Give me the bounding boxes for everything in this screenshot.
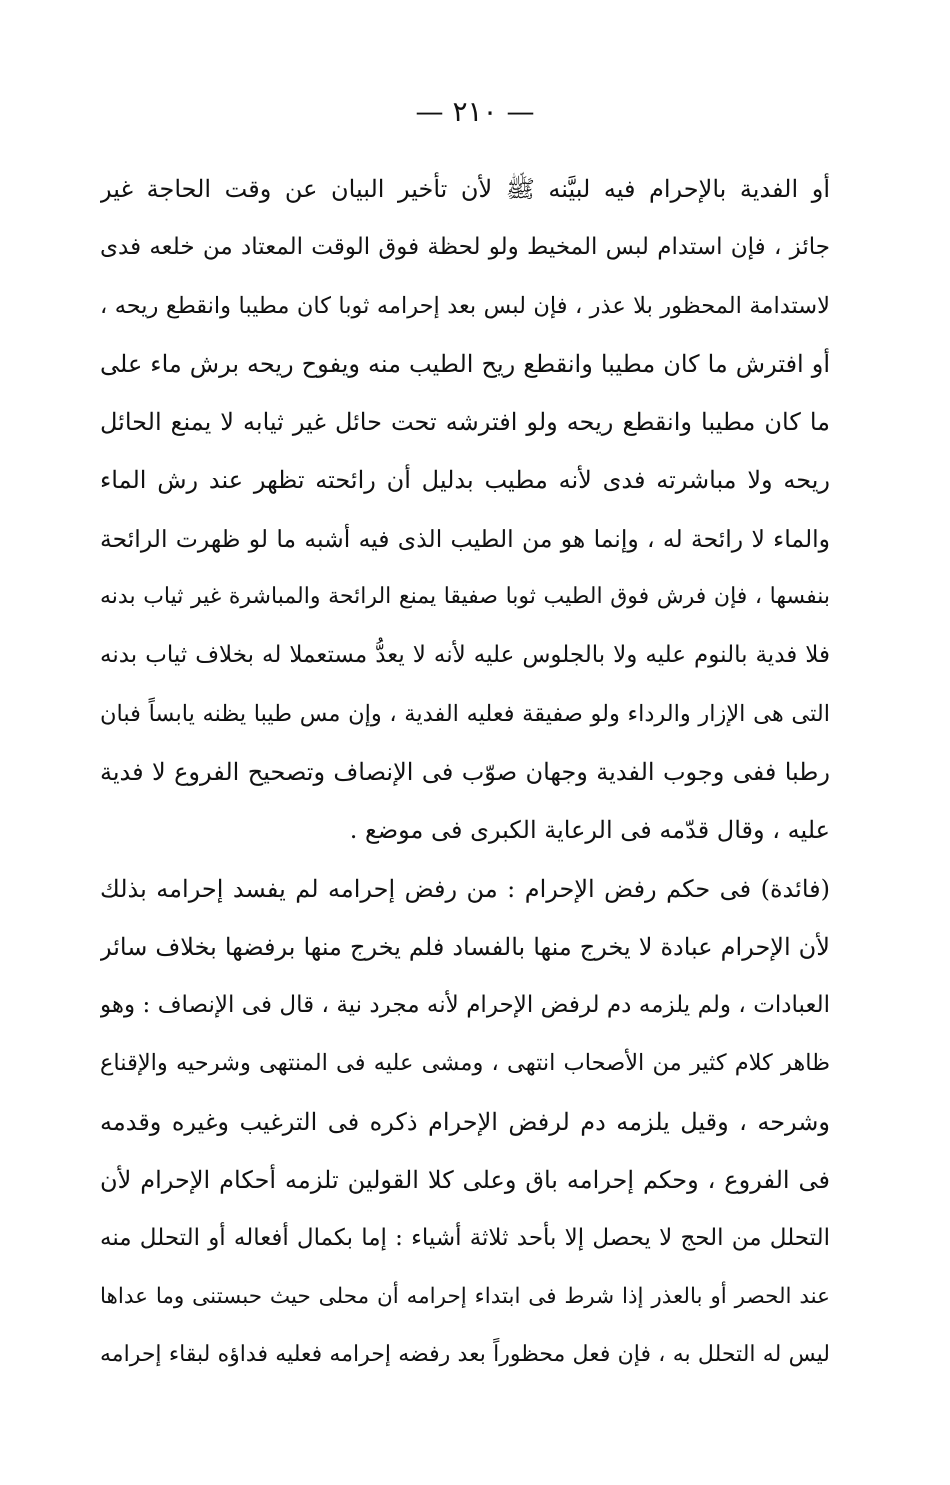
text-line: ليس له التحلل به ، فإن فعل محظوراً بعد رفضه إحرامه فعليه فداؤه لبقاء إحرامه (100, 1341, 830, 1367)
text-line: أو افترش ما كان مطيبا وانقطع ريح الطيب منه ويفوح ريحه برش ماء على (100, 349, 830, 378)
text-line: ظاهر كلام كثير من الأصحاب انتهى ، ومشى عليه فى المنتهى وشرحيه والإقناع (100, 1050, 830, 1077)
text-line: العبادات ، ولم يلزمه دم لرفض الإحرام لأنه مجرد نية ، قال فى الإنصاف : وهو (100, 992, 830, 1019)
section-heading-line: (فائدة) فى حكم رفض الإحرام : من رفض إحرامه لم يفسد إحرامه بذلك (100, 874, 830, 903)
text-line: والماء لا رائحة له ، وإنما هو من الطيب الذى فيه أشبه ما لو ظهرت الرائحة (100, 524, 830, 553)
text-line: عند الحصر أو بالعذر إذا شرط فى ابتداء إحرامه أن محلى حيث حبستنى وما عداها (100, 1283, 830, 1309)
text-line: التى هى الإزار والرداء ولو صفيقة فعليه الفدية ، وإن مس طيبا يظنه يابساً فبان (100, 700, 830, 727)
text-line: أو الفدية بالإحرام فيه لبيَّنه ﷺ لأن تأخير البيان عن وقت الحاجة غير (100, 175, 830, 203)
paragraph-end-line: عليه ، وقال قدّمه فى الرعاية الكبرى فى موضع . (349, 816, 830, 845)
text-line: وشرحه ، وقيل يلزمه دم لرفض الإحرام ذكره فى الترغيب وغيره وقدمه (100, 1107, 830, 1136)
text-line: فى الفروع ، وحكم إحرامه باق وعلى كلا القولين تلزمه أحكام الإحرام لأن (100, 1166, 830, 1195)
text-line: فلا فدية بالنوم عليه ولا بالجلوس عليه لأنه لا يعدُّ مستعملا له بخلاف ثياب بدنه (100, 642, 830, 669)
body-text (100, 160, 830, 1384)
text-line: لأن الإحرام عبادة لا يخرج منها بالفساد فلم يخرج منها برفضها بخلاف سائر (100, 932, 830, 961)
text-line: جائز ، فإن استدام لبس المخيط ولو لحظة فوق الوقت المعتاد من خلعه فدى (100, 234, 830, 261)
text-line: التحلل من الحج لا يحصل إلا بأحد ثلاثة أشياء : إما بكمال أفعاله أو التحلل منه (100, 1225, 830, 1252)
text-line: بنفسها ، فإن فرش فوق الطيب ثوبا صفيقا يمنع الرائحة والمباشرة غير ثياب بدنه (100, 584, 830, 610)
text-line: ريحه ولا مباشرته فدى لأنه مطيب بدليل أن رائحته تظهر عند رش الماء (100, 466, 830, 495)
text-line: لاستدامة المحظور بلا عذر ، فإن لبس بعد إحرامه ثوبا كان مطيبا وانقطع ريحه ، (100, 292, 830, 319)
text-line: ما كان مطيبا وانقطع ريحه ولو افترشه تحت حائل غير ثيابه لا يمنع الحائل (100, 408, 830, 437)
text-line: رطبا ففى وجوب الفدية وجهان صوّب فى الإنصاف وتصحيح الفروع لا فدية (100, 757, 830, 786)
page-number: — ٢١٠ — (415, 95, 535, 128)
